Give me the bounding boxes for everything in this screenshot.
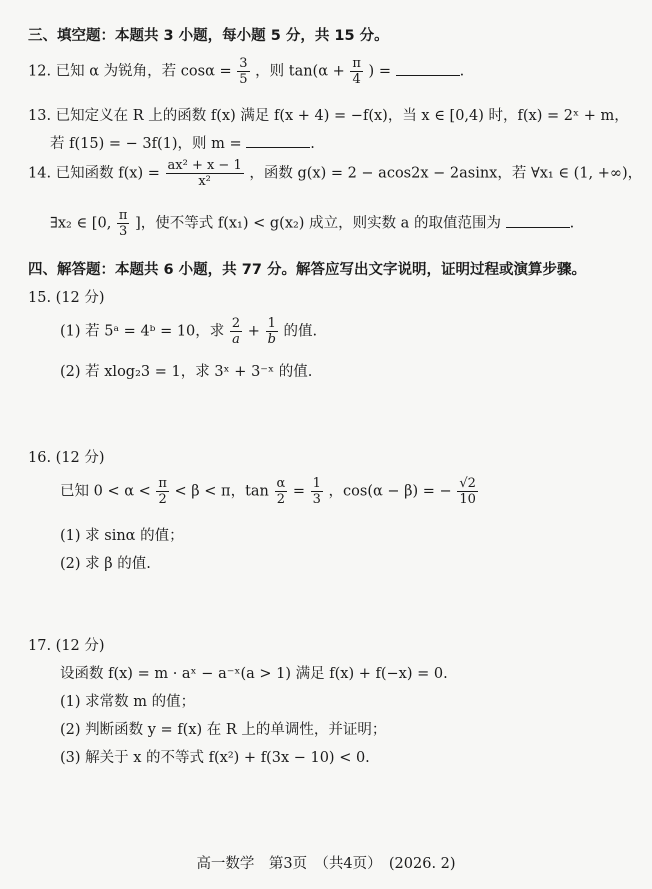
q15-frac2-den: b	[267, 332, 276, 347]
q15-frac1-num: 2	[231, 316, 241, 331]
q12-frac1-den: 5	[239, 72, 248, 87]
q12-frac2-num: π	[352, 56, 361, 71]
q13-answer-blank	[246, 137, 310, 148]
question-14-line2	[50, 208, 652, 239]
q15-fraction-1b	[266, 316, 278, 347]
q16-given-d: ，cos(α − β) = −	[328, 483, 452, 500]
q14-fraction-f	[166, 158, 244, 189]
q12-frac1-num: 3	[239, 56, 248, 71]
q16-given-b: < β < π，tan	[174, 483, 269, 500]
q16-given-a: 已知 0 < α <	[60, 483, 151, 500]
q14-frac-num: ax² + x − 1	[167, 158, 242, 173]
q17-part1: (1) 求常数 m 的值；	[60, 694, 196, 710]
q15-part2: (2) 若 xlog₂3 = 1，求 3ˣ + 3⁻ˣ 的值.	[60, 364, 313, 380]
q16-frac3-num: 1	[312, 476, 321, 491]
q15-part1	[60, 316, 652, 347]
q13-line2-text: 若 f(15) = − 3f(1)，则 m =	[50, 136, 242, 152]
q16-frac4-den: 10	[459, 492, 476, 507]
question-13-line2	[50, 132, 652, 153]
q17-part3: (3) 解关于 x 的不等式 f(x²) + f(3x − 10) < 0.	[60, 750, 370, 766]
q12-end: .	[459, 63, 465, 80]
q16-frac1-den: 2	[158, 492, 167, 507]
q12-answer-blank	[396, 65, 460, 76]
question-12	[28, 56, 652, 87]
q16-given-c: =	[292, 483, 306, 500]
q14-answer-blank	[506, 217, 570, 228]
q16-header: 16. (12 分)	[28, 450, 105, 466]
q16-part2: (2) 求 β 的值.	[60, 556, 151, 572]
section-4-title: 四、解答题：本题共 6 小题，共 77 分。解答应写出文字说明，证明过程或演算步骤。	[28, 262, 586, 278]
q17-given: 设函数 f(x) = m · aˣ − a⁻ˣ(a > 1) 满足 f(x) + f(−x) = 0.	[60, 666, 448, 682]
q16-fraction-pi2	[156, 476, 169, 507]
q16-given	[60, 476, 652, 507]
q12-text-a: 已知 α 为锐角，若 cosα =	[55, 63, 232, 80]
q12-number: 12.	[28, 63, 52, 80]
q15-p1-text-b: 的值.	[283, 323, 318, 340]
q14-fraction-pi3	[117, 208, 130, 239]
q17-part2: (2) 判断函数 y = f(x) 在 R 上的单调性，并证明；	[60, 722, 387, 738]
q14-end: .	[569, 215, 575, 232]
q15-plus: +	[247, 323, 260, 340]
q16-fraction-sqrt2-10	[457, 476, 478, 507]
q12-fraction-cos	[237, 56, 249, 87]
q15-frac2-num: 1	[266, 316, 278, 332]
q16-part1: (1) 求 sinα 的值；	[60, 528, 184, 544]
q12-text-b: ，则 tan(α +	[255, 63, 345, 80]
q13-end: .	[310, 136, 315, 152]
q16-fraction-alpha2	[275, 476, 288, 507]
q14-text-b: ，函数 g(x) = 2 − acos2x − 2asinx，若 ∀x₁ ∈ (1, +∞)，	[249, 165, 643, 182]
q16-frac2-den: 2	[276, 492, 286, 507]
q17-header: 17. (12 分)	[28, 638, 105, 654]
q14-number: 14.	[28, 165, 52, 182]
q15-frac1-den: a	[232, 332, 240, 347]
question-14-line1	[28, 158, 652, 189]
q16-fraction-1-3	[311, 476, 323, 507]
q14-frac2-den: 3	[119, 224, 128, 239]
q15-fraction-2a	[230, 316, 242, 347]
q12-text-c: ) =	[368, 63, 391, 80]
q15-p1-text-a: (1) 若 5ᵃ = 4ᵇ = 10，求	[60, 323, 225, 340]
q14-frac2-num: π	[118, 208, 128, 223]
q16-frac1-num: π	[158, 476, 167, 491]
q16-frac3-den: 3	[312, 492, 321, 507]
q14-frac-den: x²	[198, 174, 211, 189]
q12-fraction-pi	[350, 56, 363, 87]
q14-text-a: 已知函数 f(x) =	[55, 165, 160, 182]
q16-frac4-num: √2	[459, 476, 476, 491]
q15-header: 15. (12 分)	[28, 290, 105, 306]
q14-line2-b: ]，使不等式 f(x₁) < g(x₂) 成立，则实数 a 的取值范围为	[135, 215, 501, 232]
section-3-title: 三、填空题：本题共 3 小题，每小题 5 分，共 15 分。	[28, 28, 389, 44]
question-13-line1: 13. 已知定义在 R 上的函数 f(x) 满足 f(x + 4) = −f(x)，当 x ∈ [0,4) 时，f(x) = 2ˣ + m，	[28, 108, 629, 124]
q12-frac2-den: 4	[352, 72, 361, 87]
q14-line2-a: ∃x₂ ∈ [0,	[50, 215, 112, 232]
q16-frac2-num: α	[276, 476, 286, 491]
page-footer: 高一数学 第3页 （共4页） (2026. 2)	[196, 856, 456, 872]
